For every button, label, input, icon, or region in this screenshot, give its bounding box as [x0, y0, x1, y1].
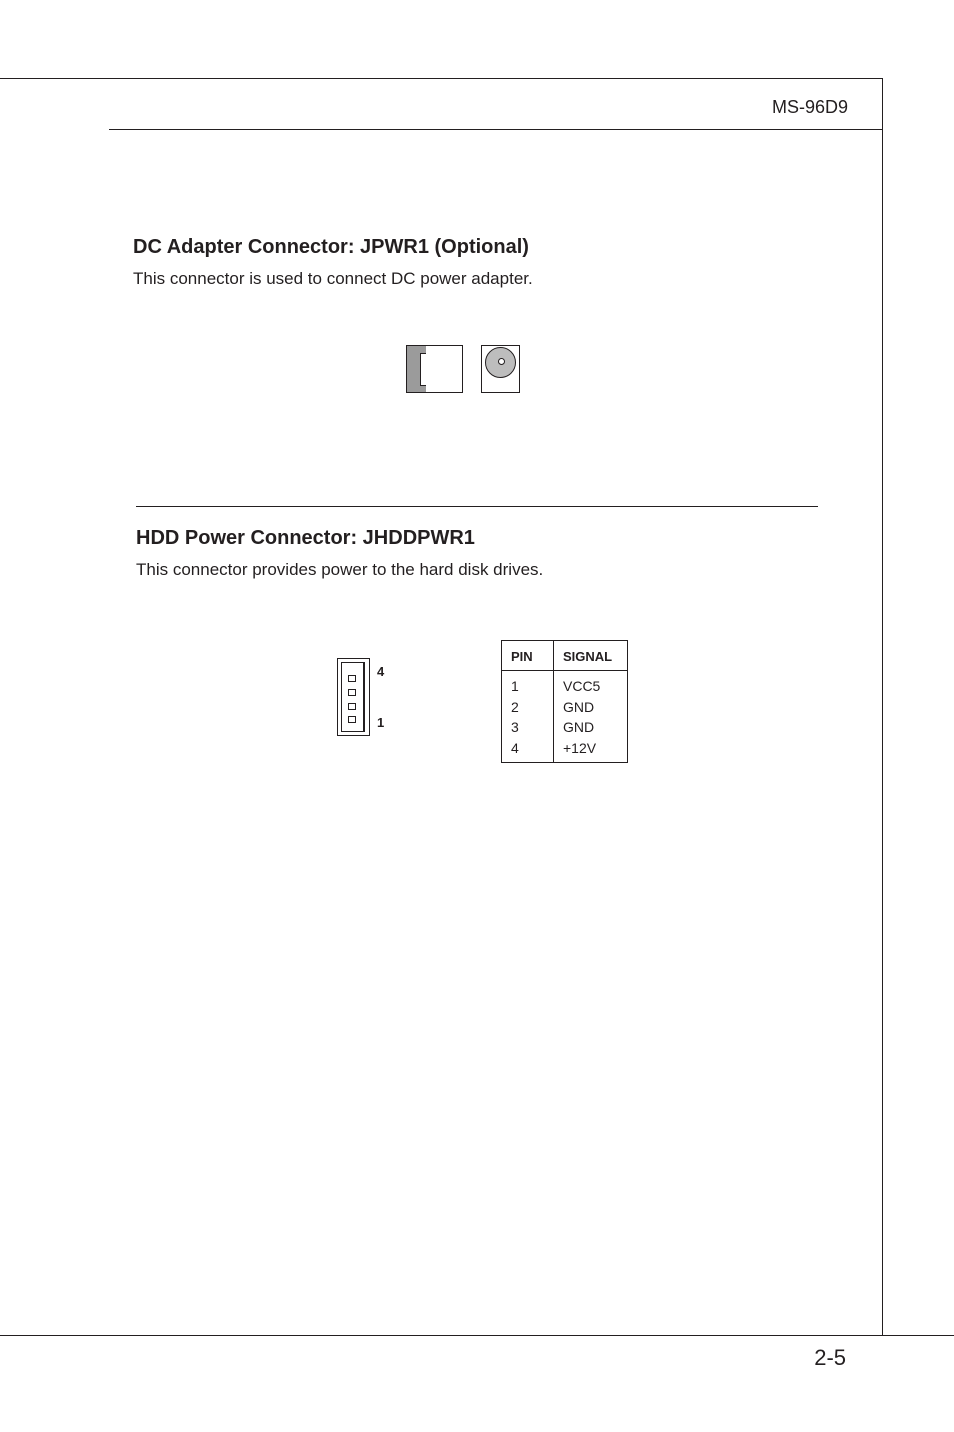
bottom-rule [0, 1335, 954, 1336]
dc-connector-description: This connector is used to connect DC power adapter. [133, 269, 533, 288]
table-cell-signal: GND [563, 719, 595, 735]
table-header-signal: SIGNAL [563, 649, 613, 664]
dc-connector-title: DC Adapter Connector: JPWR1 (Optional) [133, 236, 529, 258]
page-number: 2-5 [814, 1345, 846, 1370]
pin-label-top: 4 [377, 664, 385, 679]
connector-pin-3 [348, 689, 356, 696]
pin-signal-table [501, 640, 628, 763]
dc-jack-icon [481, 345, 520, 393]
hdd-connector-description: This connector provides power to the hard disk drives. [136, 560, 544, 579]
section-divider [136, 506, 818, 507]
hdd-connector-icon [337, 658, 370, 736]
connector-pin-1 [348, 716, 356, 723]
right-margin-rule [882, 78, 883, 1335]
table-header-pin: PIN [511, 649, 533, 664]
top-rule [0, 78, 883, 79]
table-cell-signal: +12V [563, 739, 597, 756]
hdd-connector-title: HDD Power Connector: JHDDPWR1 [136, 527, 475, 549]
table-cell-pin: 1 [511, 678, 519, 694]
table-cell-pin: 2 [511, 698, 519, 715]
model-label: MS-96D9 [771, 97, 848, 117]
dc-connector-side-icon [406, 345, 463, 393]
table-cell-signal: GND [563, 698, 595, 715]
header-rule [109, 129, 883, 130]
pin-label-bottom: 1 [377, 715, 385, 730]
table-cell-pin: 4 [511, 739, 519, 756]
table-cell-pin: 3 [511, 719, 519, 735]
table-cell-signal: VCC5 [563, 678, 601, 694]
connector-pin-4 [348, 675, 356, 682]
connector-pin-2 [348, 703, 356, 710]
